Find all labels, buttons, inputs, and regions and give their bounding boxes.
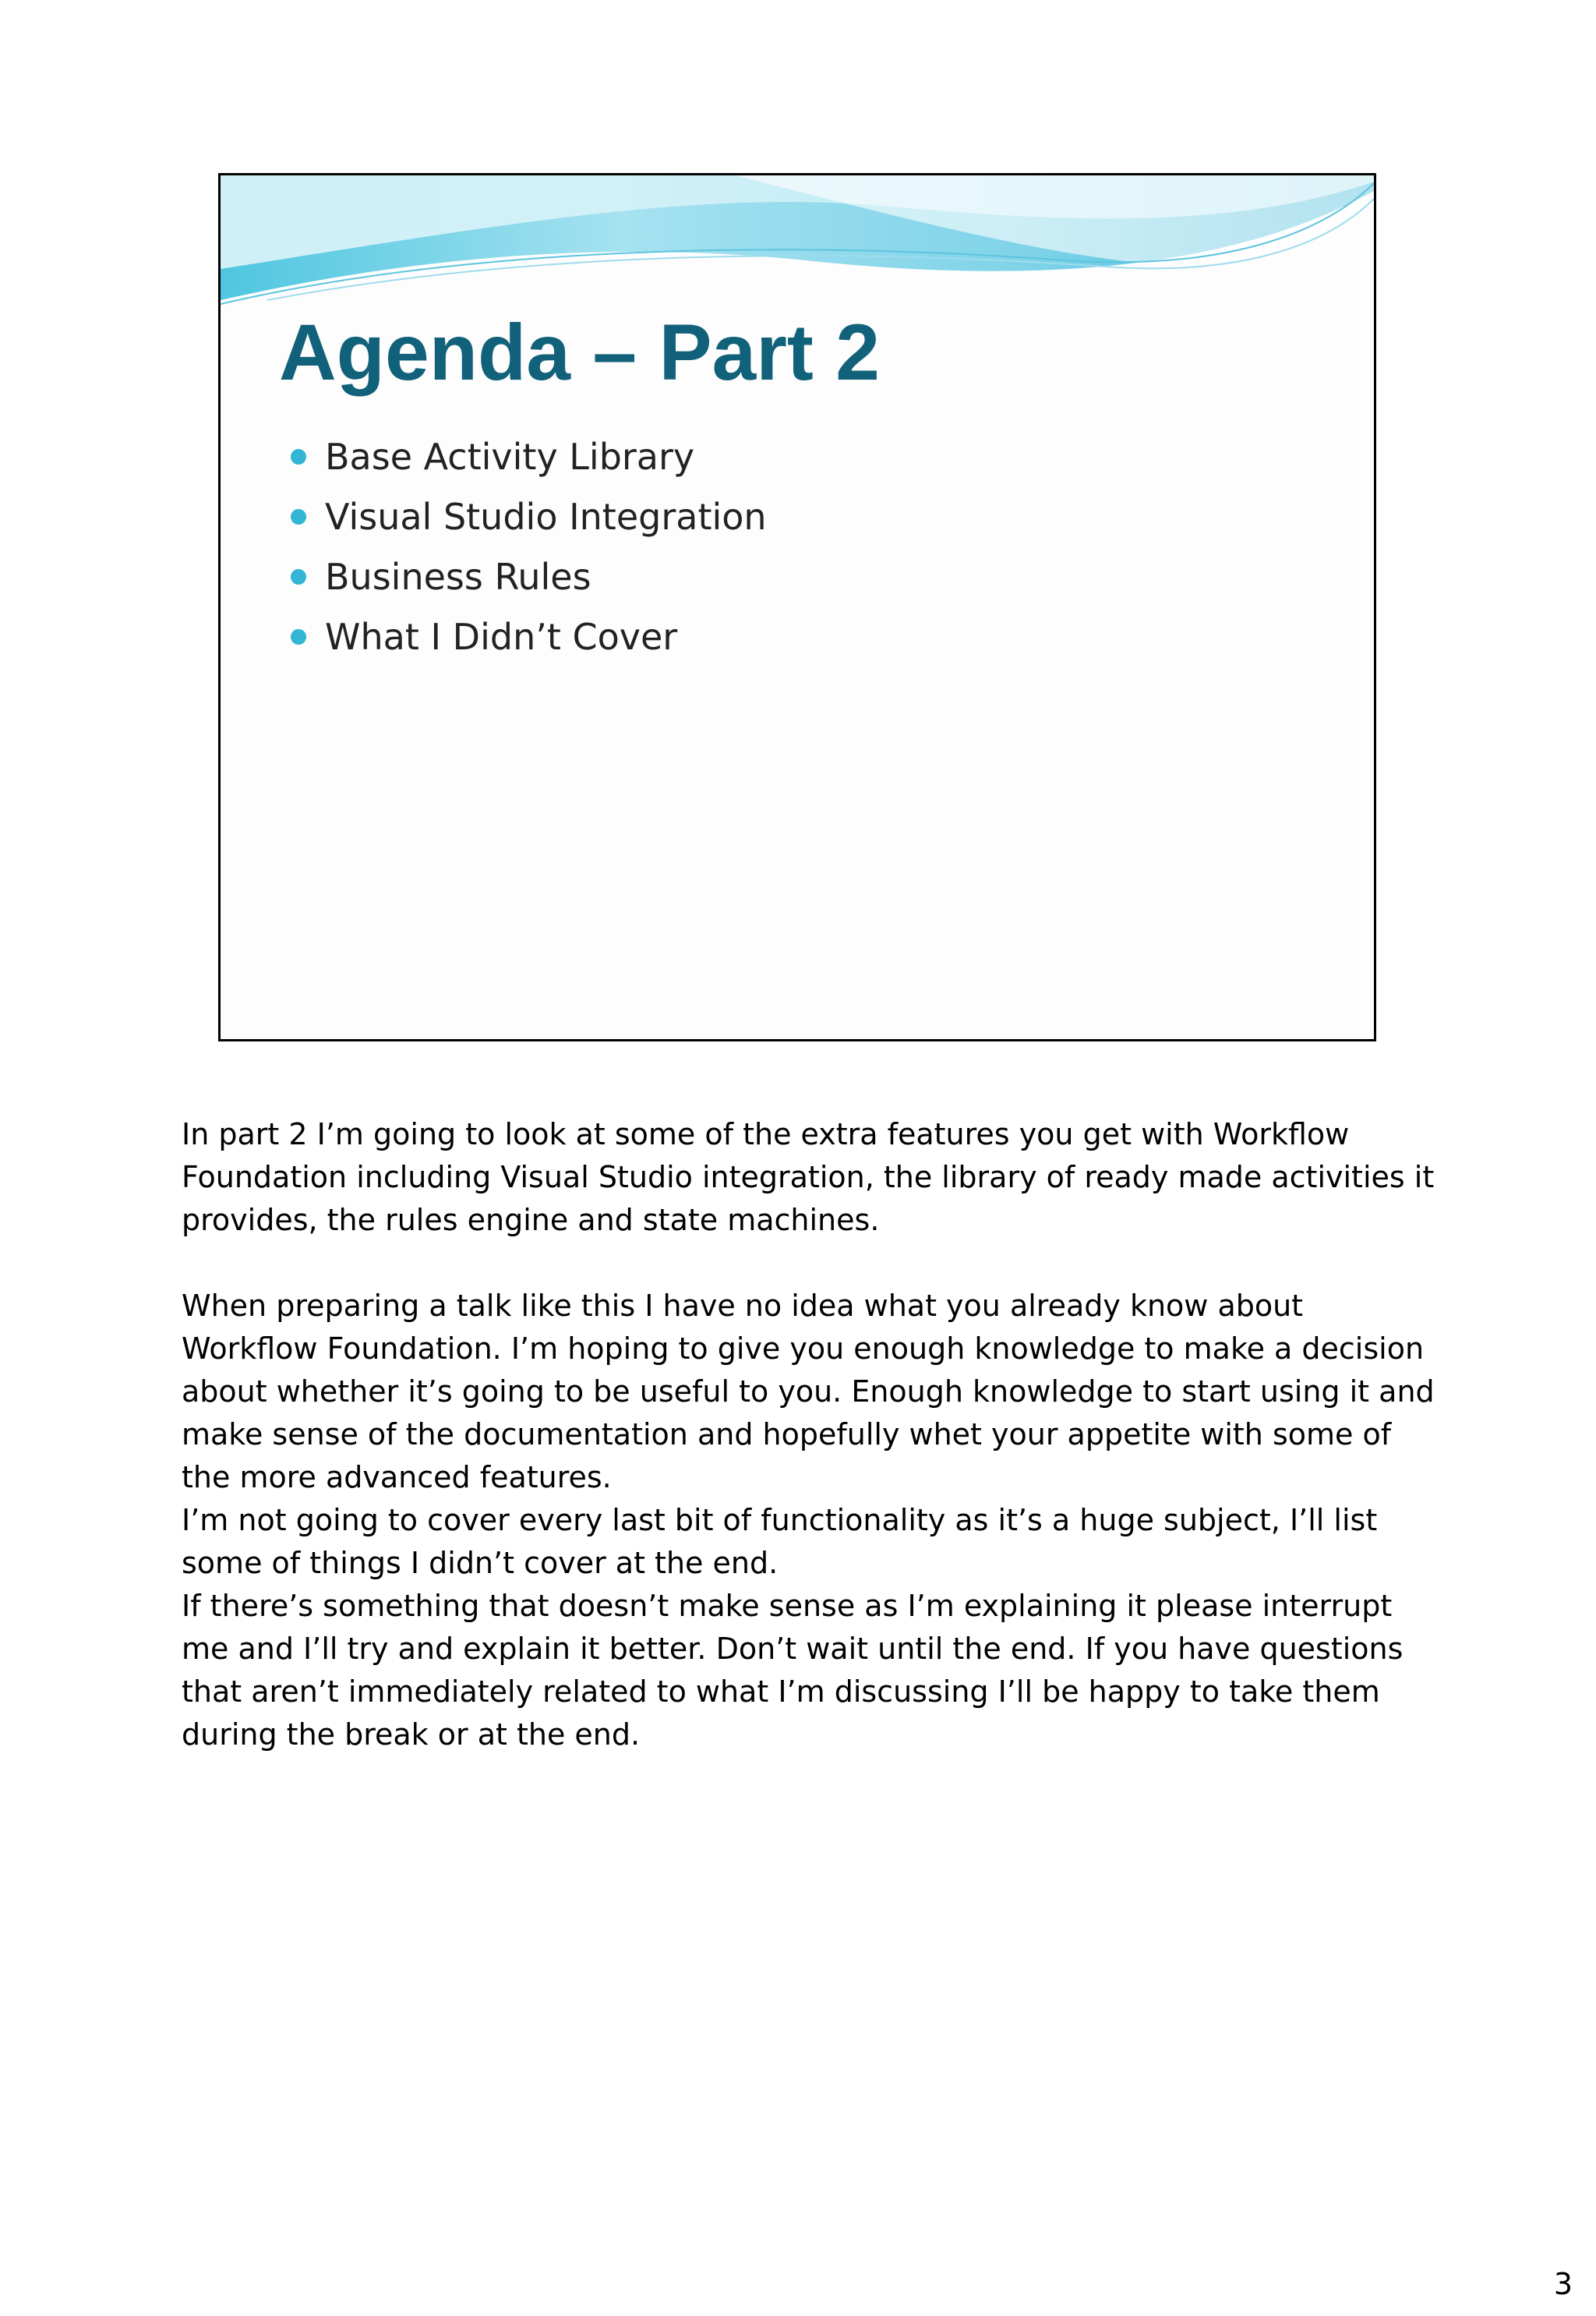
bullet-icon (291, 629, 306, 645)
agenda-item (291, 426, 767, 486)
slide-title: Agenda – Part 2 (279, 308, 880, 397)
agenda-item-label: Visual Studio Integration (325, 495, 767, 538)
agenda-item (291, 486, 767, 546)
agenda-list (291, 426, 767, 667)
agenda-item-label: Base Activity Library (325, 435, 695, 478)
bullet-icon (291, 509, 306, 525)
agenda-item-label: What I Didn’t Cover (325, 615, 678, 658)
notes-paragraph: If there’s something that doesn’t make sense as I’m explaining it please interrupt me and I’ll try and explain it better. Don’t wait until the end. If you have questions that aren’t immediately related to what I’m discussing I’ll be happy to take them during the break or at the end. (182, 1589, 1404, 1752)
agenda-item (291, 606, 767, 667)
notes-paragraph: When preparing a talk like this I have no idea what you already know about Workflow Foundation. I’m hoping to give you enough knowledge to make a decision about whether it’s going to be useful to you. Enough knowledge to start using it and make sense of the documentation and hopefully whet your appetite with some of the more advanced features. (182, 1289, 1435, 1494)
page-number: 3 (1553, 2267, 1573, 2301)
notes-paragraph: In part 2 I’m going to look at some of the extra features you get with Workflow Foundation including Visual Studio integration, the library of ready made activities it provides, the rules engine and state machines. (182, 1117, 1435, 1237)
agenda-item (291, 546, 767, 606)
notes-paragraph: I’m not going to cover every last bit of functionality as it’s a huge subject, I’ll list some of things I didn’t cover at the end. (182, 1503, 1378, 1580)
agenda-item-label: Business Rules (325, 555, 591, 598)
slide-thumbnail (218, 173, 1376, 1041)
paragraph-gap (182, 1242, 1444, 1285)
bullet-icon (291, 449, 306, 465)
bullet-icon (291, 569, 306, 585)
speaker-notes (182, 1113, 1444, 1756)
